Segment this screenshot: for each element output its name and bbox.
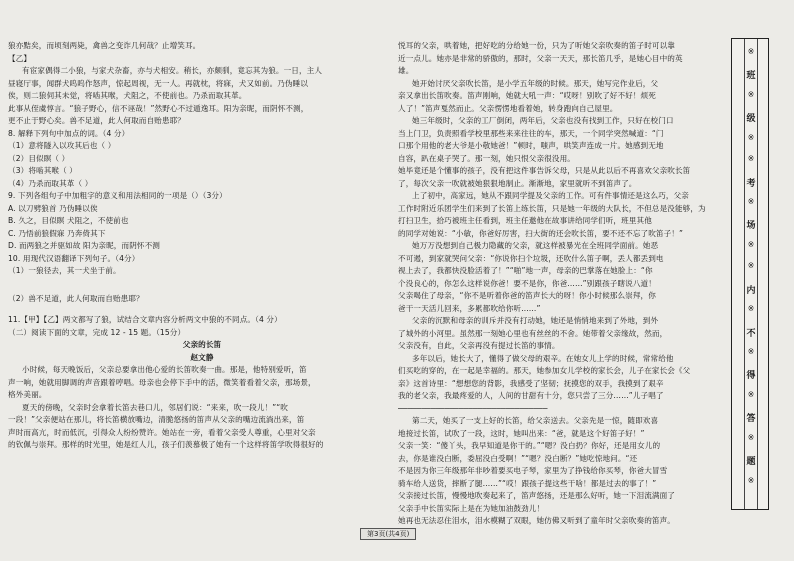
left-text-line: 有宦家偶得二小狼，与家犬杂畜，亦与犬相安。稍长，亦颇驯，竟忘其为狼。一日，主人 [22, 66, 323, 75]
right-text-line: 工作时附近乐团学生们来到了长笛上练长笛，只是她一年级的大队长，不但总是没能够，为 [398, 203, 706, 213]
right-text-line: 不可遏，到家就哭问父亲：“你说你扫个垃圾，还吹什么笛子啊，丢人都丢到电 [398, 253, 664, 263]
right-text-line: 第二天，她买了一支上好的长笛，给父亲送去。父亲先是一惊，随即欢喜 [412, 416, 659, 425]
left-text-line: 的钦佩与崇拜。那样的时光里，她是红人儿，孩子们羡慕极了她有一个这样将笛学吹得很好的 [8, 440, 324, 449]
right-text-line: 地接过长笛，试吹了一段，这时，她叫出来：“爸，就是这个好笛子好！” [398, 428, 645, 438]
left-text-line: （4）乃杀而取其革（ ） [8, 178, 93, 188]
binding-strip-char: ※ [747, 304, 755, 314]
binding-strip-char: 得 [746, 371, 756, 382]
binding-strip-char: 考 [746, 178, 756, 189]
left-text-line: 【乙】 [8, 53, 32, 63]
right-text-line: 她再也无法忍住泪水，泪水模糊了双眼，她仿佛又听到了童年时父亲吹奏的笛声。 [398, 516, 675, 525]
binding-strip-char: ※ [747, 389, 755, 399]
binding-strip-char: 级 [746, 114, 756, 125]
left-text-line: 9. 下列各组句子中加粗字的意义和用法相同的一项是（）（3分） [8, 191, 227, 200]
right-text-line: 当上门卫，负责照看学校里那些来来往往的车，那天，一个同学突然喊道：“门 [398, 128, 664, 138]
right-text-line: 亲又拿出长笛吹奏。笛声刚响，她就大吼一声：“哎呀！别吹了好不好！烦死 [398, 91, 656, 100]
right-text-line: 近一点儿。她亦是非常的骄傲的，那时，父亲一天天，那长笛几乎，是她心目中的英 [398, 53, 683, 63]
binding-strip-char: 题 [746, 457, 756, 468]
left-text-line: 10. 用现代汉语翻译下列句子。（4分） [8, 253, 140, 263]
left-column [8, 40, 396, 452]
right-text-line: 父亲喝住了母亲，“你不是听着你爸的笛声长大的呀！你小时候那么崇拜，你 [398, 291, 656, 300]
left-text-line: 昼寝厅事，闻群犬呜呜作怒声，惊起周视，无一人。再就枕，将寐，犬又如前。乃伪睡以 [8, 78, 309, 88]
binding-strip [731, 38, 769, 510]
binding-strip-char: ※ [747, 154, 755, 164]
binding-strip-char: ※ [747, 347, 755, 356]
binding-strip-char: 答 [746, 414, 756, 425]
left-text-line: 声时而高亢，时而低沉，引得众人纷纷赞许。她站在一旁，看着父亲受人尊重，心里对父亲 [8, 427, 316, 437]
left-text-line: （3）将啮其喉（ ） [8, 166, 77, 175]
left-text-line: 8. 解释下列句中加点的词。（4 分） [8, 128, 130, 138]
left-text-line: 父亲的长笛 [182, 340, 222, 349]
right-text-line: 自容，趴在桌子哭了。那一刻，她只恨父亲很没用。 [398, 153, 575, 163]
right-text-line: 了，每次父亲一吹就被她狠狠地制止。渐渐地，家里就听不到笛声了。 [398, 178, 637, 188]
binding-strip-char: ※ [747, 89, 755, 99]
left-text-line: 俟，则二狼伺其未觉，将啮其喉，犬阻之，不使前也。乃杀而取其革。 [8, 91, 247, 100]
left-text-line: 11.【甲】【乙】两文都写了狼，试结合文章内容分析两文中狼的不同点。（4 分） [8, 315, 282, 324]
right-text-line: 我的老父亲，我最疼爱的人，人间的甘甜有十分，您只尝了三分……”儿子唱了 [398, 391, 664, 400]
right-text-line: 父亲接过长笛，慢慢地吹奏起来了，笛声悠扬，还是那么好听，她一下泪流满面了 [398, 491, 675, 500]
binding-strip-char: 场 [746, 221, 756, 232]
left-text-line: （1）意将隧入以攻其后也（ ） [8, 141, 116, 150]
right-text-line: ──────────────────────────────── [398, 403, 548, 413]
right-text-line: 视上去了，我都快没脸活着了！”“啪”地一声，母亲的巴掌落在她脸上：“你 [398, 266, 653, 275]
right-text-line: 打扫卫生，拾巧被班主任看到，班主任邀他在故事讲给同学们听，班里其他 [398, 216, 652, 225]
binding-strip-char: ※ [747, 475, 755, 485]
right-text-line: 父亲没有，自此，父亲再没有提过长笛的事情。 [398, 341, 560, 350]
right-text-line: 的同学对她说：“小敏，你爸好厉害，扫大街的还会吹长笛，要不还不忘了吹笛子！” [398, 228, 684, 238]
binding-strip-char: ※ [747, 197, 755, 206]
left-text-line: B. 久之，目似瞑 犬阻之，不使前也 [8, 216, 129, 225]
right-text-line: 骑车给人送货，摔断了腿……”“哎！跟孩子提这些干啥！都是过去的事了！” [398, 478, 657, 488]
left-text-line [8, 305, 396, 314]
left-text-line: 小时候，每天晚饭后，父亲总要拿出他心爱的长笛吹奏一曲。那是，他特别爱听，笛 [22, 365, 307, 374]
right-text-line: 个没良心的，你怎么这样说你爸！要不是你，你爸……”别跟孩子瞎说八道！ [398, 278, 656, 288]
left-text-line: D. 而两狼之并驱如故 阳为亲昵，而阴怀不测 [8, 241, 160, 250]
right-text-line: 人了！”笛声戛然而止。父亲愣愣地看着她，转身跑向自己屋里。 [398, 103, 618, 113]
binding-strip-char: ※ [747, 132, 755, 142]
binding-strip-char: ※ [747, 261, 755, 271]
binding-strip-char: ※ [747, 239, 755, 249]
binding-strip-char: ※ [747, 47, 755, 56]
right-text-line: 她开始讨厌父亲吹长笛，是小学五年级的时候。那天，她写完作业后，父 [412, 78, 659, 88]
left-text-line: （1）一狼径去，其一犬坐于前。 [8, 266, 121, 275]
left-text-line: （二）阅读下面的文章，完成 12 - 15 题。（15分） [8, 327, 186, 337]
left-text-line: 更不止于野心矣。兽不足道，此人何取而自贻患耶？ [8, 116, 185, 125]
right-text-line: 她三年级时，父亲的工厂倒闭，两年后，父亲也没有找到工作，只好在校门口 [412, 116, 674, 125]
left-text-line: （2）兽不足道，此人何取而自贻患耶？ [8, 293, 144, 303]
right-text-line: 口那个用他的老大爷是小敬她爸！”顿时，嗤声，哄笑声连成一片。她感到无地 [398, 141, 664, 150]
binding-strip-char: ※ [747, 432, 755, 442]
right-text-line: 亲》这首诗里：“想想您的背影，我感受了坚韧；抚摸您的双手，我摸到了艰辛 [398, 378, 664, 388]
right-text-line: 爸干一天活儿回来，多累都吹给你听……” [398, 303, 541, 313]
left-text-line: 夏天的傍晚，父亲时会拿着长笛去巷口儿，邻居们说：“来来，吹一段儿！”“吹 [22, 402, 288, 412]
page-number: 第3页(共4页) [360, 528, 416, 540]
right-text-line: 雄。 [398, 66, 414, 75]
right-text-line: 她毕竟还是个懂事的孩子，没有把这件事告诉父母，只是从此以后不再喜欢父亲吹长笛 [398, 166, 691, 175]
binding-strip-char: 不 [746, 328, 756, 339]
binding-strip-char: 班 [746, 71, 756, 82]
left-text-line: 狼亦黠矣，而顷刻两毙，禽兽之变诈几何哉？止增笑耳。 [8, 41, 201, 50]
right-text-line: 上了初中，高家远，她从不跟同学提及父亲的工作。可有件事情还是这么巧，父亲 [412, 191, 689, 200]
right-text-line: 了城外的小河里。虽然那一刻她心里也有丝丝的不舍。她带着父亲缘故，然而， [398, 328, 668, 338]
left-text-line: （2）目似瞑（ ） [8, 153, 70, 163]
left-text-line: C. 乃悟前狼假寐 乃奔倚其下 [8, 228, 106, 238]
left-text-line: 一段！”父亲便站在那儿，将长笛横放嘴边，清脆悠扬的笛声从父亲的嘴边流淌出来，笛 [8, 415, 305, 424]
right-text-line: 父亲的沉默和母亲的训斥并没有打动她，她还是悄悄地来到了外地，到外 [412, 316, 659, 325]
right-text-line: 不是因为你三年级那年非吵着要买电子琴，家里为了挣钱给你买琴，你爸大冒雪 [398, 466, 668, 475]
left-text-line: 格外美丽。 [8, 390, 47, 399]
right-text-line: 们买吃的穿的，在一起是幸福的。那天，她参加女儿学校的家长会，儿子在家长会《父 [398, 366, 691, 375]
right-text-line: 悦耳的父亲，哄着她，把好吃的分给她一份，只为了听她父亲吹奏的笛子时可以靠 [398, 41, 675, 50]
left-text-line: 声一响，她就用脚调的声音跟着哼唱。母亲也会停下手中的活，微笑着看着父亲，那场景， [8, 377, 316, 387]
right-text-line: 去，你是谁没白断，委屈没白受啊！”“嗯？没白断？”她吃惊地问。“还 [398, 453, 638, 463]
right-text-line: 父亲手中长笛实际上是在为她加油鼓劲儿！ [398, 503, 545, 513]
right-column [398, 40, 724, 528]
left-text-line: A. 以刀劈狼首 乃伪睡以俟 [8, 203, 98, 213]
left-text-line [8, 278, 396, 293]
binding-strip-inner [744, 39, 758, 509]
left-text-line: 此事从侄虞惇言。“狼子野心，信不诬哉！”然野心不过遁逸耳。阳为亲昵，而阴怀不测， [8, 103, 309, 113]
left-text-line: 赵文静 [190, 352, 214, 362]
right-text-line: 她万万没想到自己极力隐藏的父亲，就这样被暴光在全班同学面前。她恶 [412, 241, 659, 250]
binding-strip-char: 内 [746, 285, 756, 296]
right-text-line: 多年以后，她长大了，懂得了做父母的艰辛。在她女儿上学的时候，常常给他 [412, 353, 674, 363]
right-text-line: 父亲一笑：“傻丫头，我早知道是你干的。”“嗯？没白扔？你好，还是用女儿的 [398, 441, 661, 450]
